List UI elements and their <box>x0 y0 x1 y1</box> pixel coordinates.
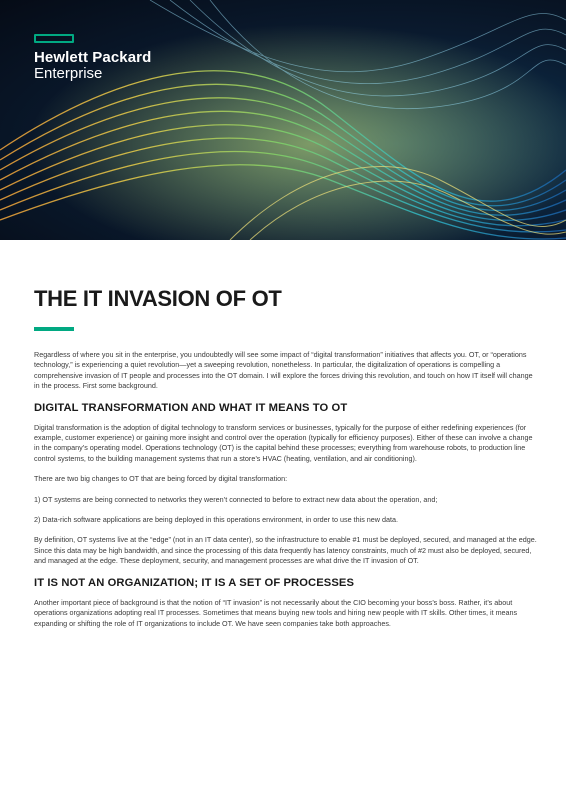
list-item: 2) Data-rich software applications are being deployed in this operations environment, in order to use this new data. <box>34 515 398 525</box>
hero-image <box>0 0 566 240</box>
section-heading-processes: IT IS NOT AN ORGANIZATION; IT IS A SET OF PROCESSES <box>34 576 355 589</box>
document-body <box>34 350 538 639</box>
page-title: THE IT INVASION OF OT <box>34 286 282 311</box>
list-item: 1) OT systems are being connected to networks they weren’t connected to before to extract new data about the operation, and; <box>34 494 438 504</box>
logo-text-line1: Hewlett Packard <box>34 49 152 66</box>
paragraph: By definition, OT systems live at the “edge” (not in an IT data center), so the infrastructure to enable #1 must be deployed, secured, and managed at the edge. Since this data may be high bandwidth, and since the processing of this data frequently has latency constraints, much of #2 must also be deployed, secured, and managed at the edge. These deployment, security, and management processes are what drive the IT invasion of OT. <box>34 535 537 566</box>
paragraph: Another important piece of background is that the notion of “IT invasion” is not necessarily about the CIO becoming your boss’s boss. Rather, it’s about operations organizations adopting real IT processes. Sometimes that means buying new tools and hiring new people with IT skills. Other times, it means expanding or shifting the role of IT organizations to include OT. We have seen companies take both approaches. <box>34 597 518 628</box>
paragraph: There are two big changes to OT that are being forced by digital transformation: <box>34 474 288 484</box>
paragraph: Digital transformation is the adoption of digital technology to transform services or businesses, typically for the purpose of either redefining experiences (for example, customer experience) or gaining more insight and control over the operation (typically for efficiency purposes). Either of these can involve a change in the company’s operating model. Operations technology (OT) is the capital behind these processes; everything from warehouse robots, to production line control systems, to the building management systems that run a store’s HVAC (heating, ventilation, and air conditioning). <box>34 422 533 463</box>
logo-mark <box>34 34 74 43</box>
title-accent-rule <box>34 327 74 331</box>
logo-text-line2: Enterprise <box>34 65 103 82</box>
hpe-logo <box>34 34 151 82</box>
intro-paragraph: Regardless of where you sit in the enterprise, you undoubtedly will see some impact of “digital transformation” initiatives that affects you. OT, or “operations technology,” is experiencing a quiet revolution—yet a sweeping revolution, nonetheless. In particular, the digitalization of operations is compelling a comprehensive invasion of IT people and processes into the OT domain. I will explore the forces driving this revolution, and touch on how IT itself will change in the process. First some background. <box>34 350 533 391</box>
section-heading-digital-transformation: DIGITAL TRANSFORMATION AND WHAT IT MEANS TO OT <box>34 401 348 414</box>
